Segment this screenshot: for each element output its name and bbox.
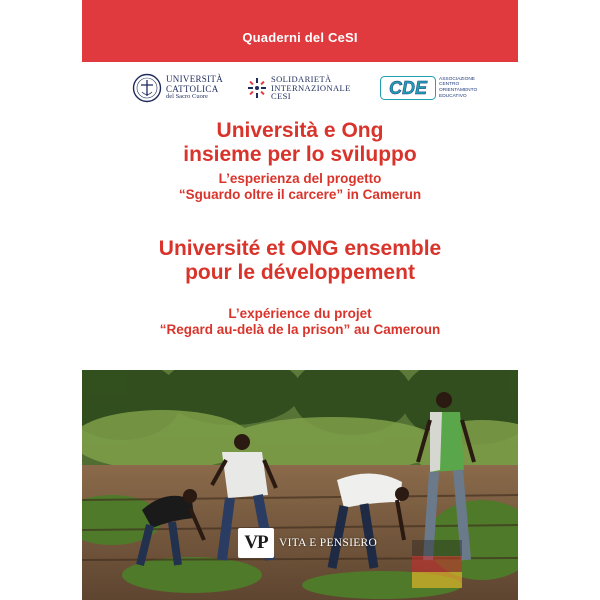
cde-logo bbox=[380, 66, 477, 110]
publisher-mark: VP bbox=[244, 532, 268, 553]
italian-title bbox=[82, 119, 518, 167]
flag-watermark-icon bbox=[402, 540, 462, 590]
ucsc-line3: del Sacro Cuore bbox=[166, 93, 208, 101]
cde-line2: CENTRO bbox=[439, 82, 460, 88]
cesi-logo bbox=[247, 66, 351, 110]
series-band bbox=[82, 0, 518, 62]
italian-title-line1: Università e Ong bbox=[216, 119, 384, 142]
ucsc-line1: UNIVERSITÀ bbox=[166, 74, 223, 85]
french-subtitle-line2: “Regard au-delà de la prison” au Cameroun bbox=[159, 322, 441, 337]
cesi-line1: SOLIDARIETÀ bbox=[271, 73, 332, 84]
partner-logos bbox=[82, 66, 518, 110]
university-seal-icon bbox=[132, 73, 162, 103]
french-subtitle-line1: L’expérience du projet bbox=[228, 306, 372, 321]
french-subtitle bbox=[82, 306, 518, 338]
cesi-star-icon bbox=[247, 77, 267, 99]
cde-logo-text bbox=[439, 77, 477, 99]
ucsc-logo-text bbox=[166, 75, 223, 101]
italian-subtitle-line1: L’esperienza del progetto bbox=[218, 171, 382, 186]
cde-line4: EDUCATIVO bbox=[439, 93, 467, 99]
french-title-line2: pour le développement bbox=[185, 261, 415, 284]
ucsc-logo bbox=[132, 66, 223, 110]
cesi-line2: INTERNAZIONALE bbox=[271, 82, 351, 93]
french-title bbox=[82, 237, 518, 285]
cde-line1: ASSOCIAZIONE bbox=[439, 76, 475, 82]
publisher-name: VITA E PENSIERO bbox=[279, 537, 378, 549]
publisher-logo bbox=[238, 528, 274, 558]
cde-line3: ORIENTAMENTO bbox=[439, 88, 478, 93]
cde-mark-icon bbox=[380, 76, 436, 100]
publisher-block bbox=[238, 526, 377, 560]
french-title-line1: Université et ONG ensemble bbox=[158, 237, 442, 260]
cde-mark: CDE bbox=[388, 78, 428, 98]
book-cover bbox=[82, 0, 518, 600]
italian-subtitle bbox=[82, 171, 518, 203]
ucsc-line2: CATTOLICA bbox=[166, 83, 219, 94]
italian-title-line2: insieme per lo sviluppo bbox=[183, 143, 417, 166]
cesi-line3: CESI bbox=[271, 91, 292, 102]
cesi-logo-text bbox=[271, 75, 351, 102]
italian-subtitle-line2: “Sguardo oltre il carcere” in Camerun bbox=[178, 187, 422, 202]
series-title: Quaderni del CeSI bbox=[242, 29, 358, 45]
